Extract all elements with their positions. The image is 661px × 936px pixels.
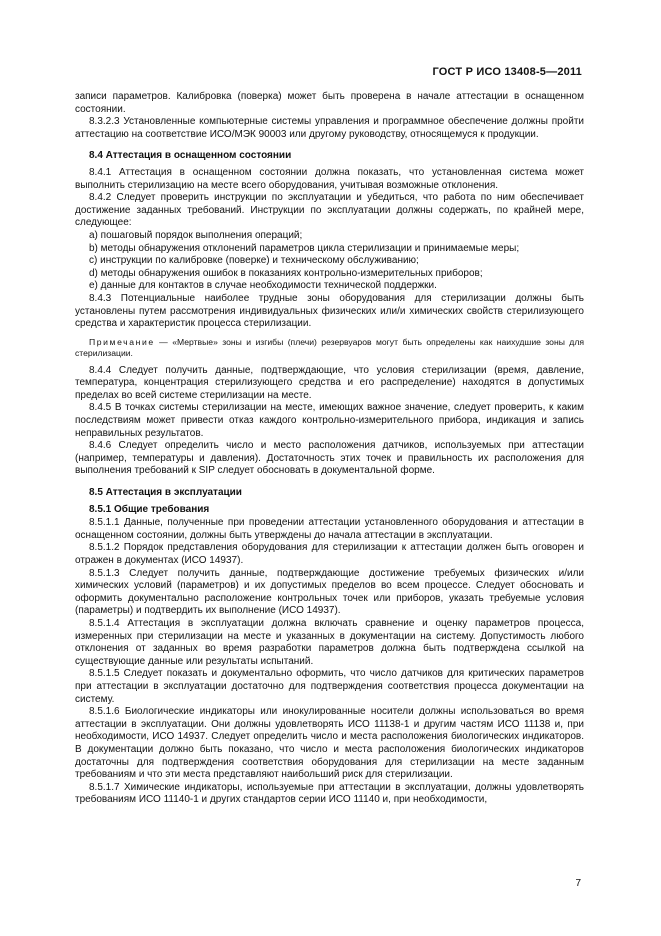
paragraph: 8.4.3 Потенциальные наиболее трудные зоны оборудования для стерилизации должны быть установлены путем рассмотрения индивидуальных физических или/и химических свойств стерилизующего средства и характеристик процесса стерилизации.	[75, 292, 584, 330]
list-item: b) методы обнаружения отклонений параметров цикла стерилизации и принимаемые меры;	[89, 242, 520, 254]
paragraph: 8.5.1.3 Следует получить данные, подтверждающие достижение требуемых физических и/или химических условий (параметров) и их допустимых пределов во всем процессе. Следует обосновать и оформить документально расположение контрольных точек или приборов, указать требуемые условия (параметры) и подтвердить их выполнение (ИСО 14937).	[75, 567, 584, 617]
note-text: — «Мертвые» зоны и изгибы (плечи) резервуаров могут быть определены как наихудшие зоны для стерилизации.	[75, 336, 584, 358]
paragraph: 8.3.2.3 Установленные компьютерные системы управления и программное обеспечение должны пройти аттестацию на соответствие ИСО/МЭК 90003 или другому руководству, относящемуся к продукции.	[75, 116, 584, 140]
list-item: a) пошаговый порядок выполнения операций;	[89, 229, 303, 241]
list-item: d) методы обнаружения ошибок в показаниях контрольно-измерительных приборов;	[89, 267, 483, 279]
paragraph: 8.4.1 Аттестация в оснащенном состоянии должна показать, что установленная система может выполнить стерилизацию на месте всего оборудования, учитывая возможные отклонения.	[75, 166, 584, 191]
paragraph: 8.4.4 Следует получить данные, подтверждающие, что условия стерилизации (время, давление, температура, концентрация стерилизующего средства и его распределение) находятся в допустимых пределах во всей системе стерилизации на месте.	[75, 364, 584, 401]
paragraph: записи параметров. Калибровка (поверка) может быть проверена в начале аттестации в оснащенном состоянии.	[75, 91, 584, 115]
section-heading: 8.5 Аттестация в эксплуатации	[89, 487, 242, 499]
note	[75, 337, 584, 359]
subsection-heading: 8.5.1 Общие требования	[89, 503, 210, 515]
paragraph: 8.4.5 В точках системы стерилизации на месте, имеющих важное значение, следует проверить, к каким последствиям может привести отказ каждого контрольно-измерительного прибора, индикация и запись неправильных результатов.	[75, 402, 584, 439]
paragraph: 8.5.1.6 Биологические индикаторы или инокулированные носители должны использоваться во время аттестации в эксплуатации. Они должны удовлетворять ИСО 11138-1 и другим частям ИСО 11138 и, при необходимости, ИСО 14937. Следует определить число и места расположения биологических индикаторов. В документации должно быть показано, что число и места расположения биологических индикаторов достаточны для подтверждения соответствия оборудования для стерилизации на месте заданным требованиям и что эти места представляют наибольший риск для стерилизации.	[75, 706, 584, 781]
document-body	[75, 91, 584, 807]
section-heading: 8.4 Аттестация в оснащенном состоянии	[89, 150, 292, 162]
list-item: c) инструкции по калибровке (поверке) и техническому обслуживанию;	[89, 255, 419, 267]
page-number: 7	[575, 878, 581, 889]
paragraph: 8.4.6 Следует определить число и место расположения датчиков, используемых при аттестации (например, температуры и давления). Достаточность этих точек и правильность их расположения для выполнения требований к SIP следует обосновать в документальной форме.	[75, 440, 584, 477]
paragraph: 8.5.1.4 Аттестация в эксплуатации должна включать сравнение и оценку параметров процесса, измеренных при стерилизации на месте и указанных в документации на систему. Допустимость любого отклонения от заданных во время разработки параметров должна быть подтверждена ссылкой на существующие данные или результаты испытаний.	[75, 617, 584, 667]
paragraph: 8.4.2 Следует проверить инструкции по эксплуатации и убедиться, что работа по ним обеспечивает достижение заданных требований. Инструкции по эксплуатации должны содержать, по крайней мере, следующее:	[75, 192, 584, 229]
list-item: e) данные для контактов в случае необходимости технической поддержки.	[89, 280, 437, 292]
paragraph: 8.5.1.5 Следует показать и документально оформить, что число датчиков для критических параметров при аттестации в эксплуатации достаточно для подтверждения соответствия процесса документации на систему.	[75, 668, 584, 705]
note-label: Примечание	[89, 336, 155, 347]
paragraph: 8.5.1.2 Порядок представления оборудования для стерилизации к аттестации должен быть оговорен и отражен в документах (ИСО 14937).	[75, 542, 584, 566]
document-header: ГОСТ Р ИСО 13408-5—2011	[432, 66, 582, 78]
paragraph: 8.5.1.1 Данные, полученные при проведении аттестации установленного оборудования и аттестации в оснащенном состоянии, должны быть утверждены до начала аттестации в эксплуатации.	[75, 517, 584, 541]
paragraph: 8.5.1.7 Химические индикаторы, используемые при аттестации в эксплуатации, должны удовлетворять требованиям ИСО 11140-1 и других стандартов серии ИСО 11140 и, при необходимости,	[75, 781, 584, 806]
